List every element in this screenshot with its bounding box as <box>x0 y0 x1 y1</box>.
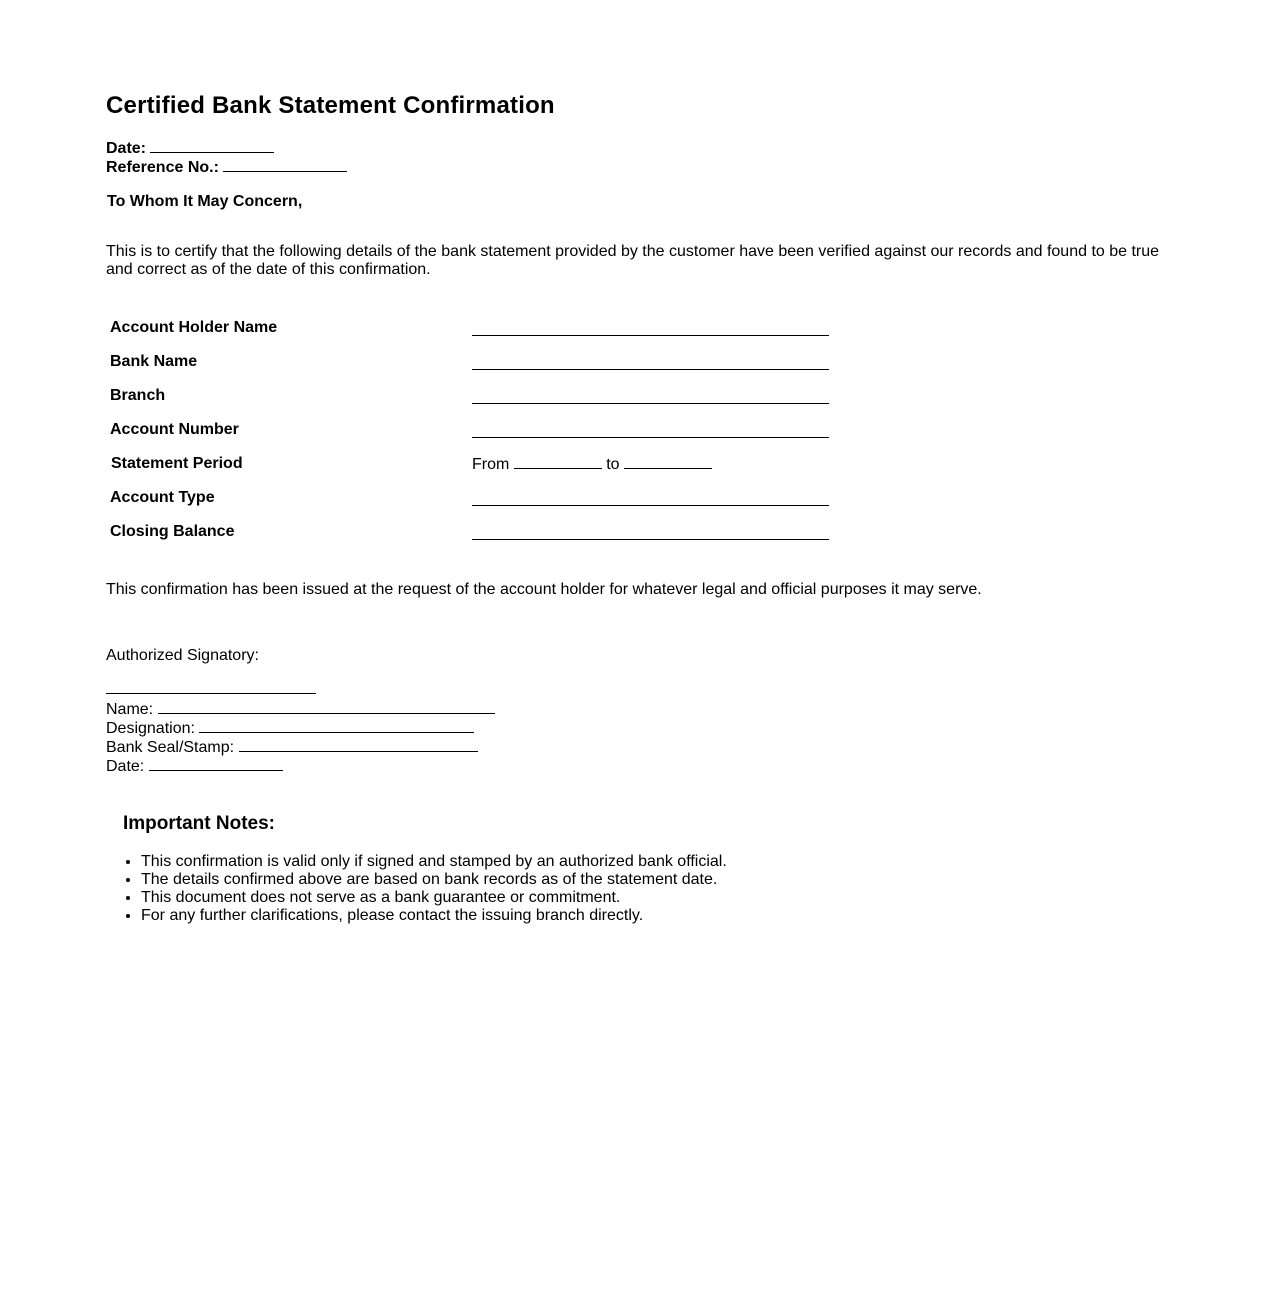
period-from-label: From <box>472 456 510 473</box>
reference-blank[interactable] <box>223 158 347 172</box>
signatory-seal-label: Bank Seal/Stamp: <box>106 739 235 756</box>
notes-title: Important Notes: <box>123 813 275 834</box>
date-label: Date: <box>106 140 147 157</box>
signatory-designation-blank[interactable] <box>199 719 474 733</box>
field-blank[interactable] <box>472 369 829 370</box>
field-row-branch <box>110 386 840 420</box>
period-to-label: to <box>606 456 620 473</box>
field-row-bank-name <box>110 352 840 386</box>
period-from-blank[interactable] <box>514 455 602 469</box>
field-label: Account Number <box>110 421 239 438</box>
signatory-designation-line <box>106 719 495 738</box>
signatory-date-line <box>106 757 495 776</box>
field-blank[interactable] <box>472 335 829 336</box>
field-blank[interactable] <box>472 505 829 506</box>
field-label: Branch <box>110 387 166 404</box>
signatory-name-label: Name: <box>106 701 154 718</box>
field-blank[interactable] <box>472 539 829 540</box>
field-label: Closing Balance <box>110 523 235 540</box>
field-row-account-type <box>110 488 840 522</box>
document-title: Certified Bank Statement Confirmation <box>106 92 555 119</box>
signatory-name-blank[interactable] <box>158 700 495 714</box>
salutation: To Whom It May Concern, <box>107 193 303 210</box>
signatory-date-label: Date: <box>106 758 145 775</box>
list-item: • This document does not serve as a bank guarantee or commitment. <box>141 889 727 907</box>
signatory-label: Authorized Signatory: <box>106 647 259 664</box>
list-item: • This confirmation is valid only if signed and stamped by an authorized bank official. <box>141 853 727 871</box>
reference-line <box>106 158 347 177</box>
list-item: • For any further clarifications, please contact the issuing branch directly. <box>141 907 727 925</box>
signatory-seal-blank[interactable] <box>239 738 478 752</box>
signatory-name-line <box>106 700 495 719</box>
field-row-account-holder-name <box>110 318 840 352</box>
field-label: Account Holder Name <box>110 319 278 336</box>
closing-paragraph: This confirmation has been issued at the request of the account holder for whatever legal and official purposes it may serve. <box>106 581 982 598</box>
field-row-closing-balance <box>110 522 840 556</box>
date-line <box>106 139 347 158</box>
document-header-fields <box>106 139 347 177</box>
statement-period-value <box>472 455 712 474</box>
signatory-date-blank[interactable] <box>149 757 283 771</box>
certification-paragraph: This is to certify that the following details of the bank statement provided by the customer have been verified against our records and found to be true and correct as of the date of this confirmation. <box>106 243 1160 278</box>
list-item: • The details confirmed above are based on bank records as of the statement date. <box>141 871 727 889</box>
details-table <box>110 318 840 556</box>
field-label: Bank Name <box>110 353 198 370</box>
signatory-fields <box>106 700 495 776</box>
reference-label: Reference No.: <box>106 159 219 176</box>
field-label: Statement Period <box>111 455 243 472</box>
period-to-blank[interactable] <box>624 455 712 469</box>
field-row-account-number <box>110 420 840 454</box>
notes-list <box>106 853 727 925</box>
signatory-seal-line <box>106 738 495 757</box>
field-label: Account Type <box>110 489 215 506</box>
field-row-statement-period <box>110 454 840 488</box>
signature-line[interactable] <box>106 693 316 694</box>
signatory-designation-label: Designation: <box>106 720 195 737</box>
field-blank[interactable] <box>472 403 829 404</box>
date-blank[interactable] <box>150 139 274 153</box>
field-blank[interactable] <box>472 437 829 438</box>
